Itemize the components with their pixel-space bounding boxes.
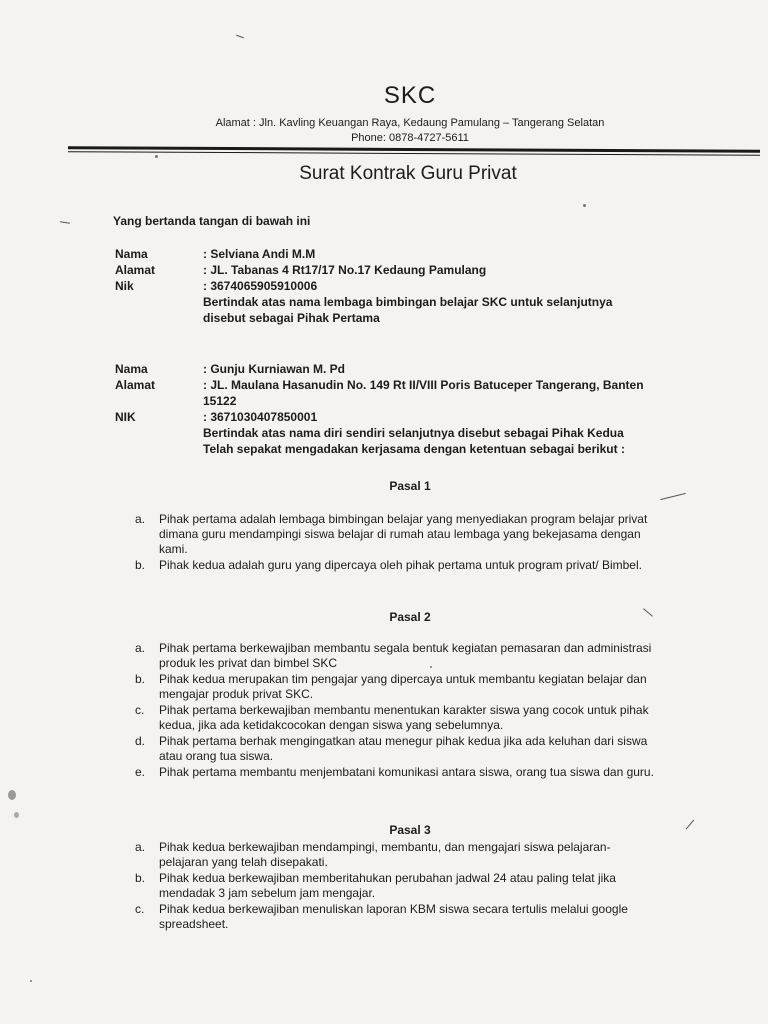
item-marker: d. [135,734,146,748]
item-line: Pihak pertama berkewajiban membantu menentukan karakter siswa yang cocok untuk pihak [159,703,649,717]
nama-label: Nama [115,362,148,376]
document-title: Surat Kontrak Guru Privat [299,163,517,184]
alamat-label: Alamat [115,263,156,277]
letterhead-contact [0,116,768,146]
item-text [159,840,701,870]
pasal-2-heading: Pasal 2 [389,610,431,624]
list-item [135,672,701,702]
role-text: Bertindak atas nama lembaga bimbingan belajar SKC untuk selanjutnya [203,295,613,309]
pasal-3-heading: Pasal 3 [389,823,431,837]
item-text [159,871,701,901]
nama-value: : Selviana Andi M.M [203,247,316,261]
item-line: Pihak kedua berkewajiban mendampingi, membantu, dan mengajari siswa pelajaran- [159,840,611,854]
list-item [135,840,701,870]
nama-value: : Gunju Kurniawan M. Pd [203,362,345,376]
pasal-1-heading: Pasal 1 [389,479,431,493]
item-line: mengajar produk privat SKC. [159,687,314,701]
alamat-value: : JL. Tabanas 4 Rt17/17 No.17 Kedaung Pamulang [203,263,487,277]
item-marker: c. [135,703,145,717]
nama-label: Nama [115,247,148,261]
item-marker: a. [135,840,146,854]
scan-mark [660,493,685,500]
list-item [135,765,701,780]
item-marker: a. [135,512,146,526]
pasal-3-list [135,840,701,933]
item-text [159,765,701,780]
intro-text: Yang bertanda tangan di bawah ini [113,214,311,228]
item-marker: b. [135,558,146,572]
item-line: Pihak kedua merupakan tim pengajar yang dipercaya untuk membantu kegiatan belajar dan [159,672,647,686]
item-line: Pihak kedua berkewajiban menuliskan laporan KBM siswa secara tertulis melalui google [159,902,628,916]
nik-label: Nik [115,279,134,293]
item-text [159,734,701,764]
item-text [159,512,701,557]
list-item [135,558,701,573]
item-text [159,703,701,733]
scan-speck [155,155,158,158]
item-marker: c. [135,902,145,916]
item-marker: b. [135,672,146,686]
role-text: Bertindak atas nama diri sendiri selanjutnya disebut sebagai Pihak Kedua [203,426,624,440]
scan-mark [60,221,70,223]
item-line: produk les privat dan bimbel SKC [159,656,338,670]
item-line: Pihak kedua berkewajiban memberitahukan perubahan jadwal 24 atau paling telat jika [159,871,616,885]
nik-label: NIK [115,410,136,424]
list-item [135,641,701,671]
list-item [135,871,701,901]
alamat-value: : JL. Maulana Hasanudin No. 149 Rt II/VIII Poris Batuceper Tangerang, Banten [203,378,644,392]
alamat-value-cont: 15122 [203,394,237,408]
scan-speck [30,980,32,982]
agreement-text: Telah sepakat mengadakan kerjasama dengan ketentuan sebagai berikut : [203,442,625,456]
scan-speck [8,790,16,800]
item-text [159,902,701,932]
item-line: kami. [159,542,188,556]
item-line: Pihak pertama berhak mengingatkan atau menegur pihak kedua jika ada keluhan dari siswa [159,734,648,748]
scan-speck [430,666,432,668]
pasal-2-list [135,641,701,781]
list-item [135,902,701,932]
nik-value: : 3671030407850001 [203,410,318,424]
item-line: Pihak pertama adalah lembaga bimbingan belajar yang menyediakan program belajar privat [159,512,648,526]
item-line: pelajaran yang telah disepakati. [159,855,328,869]
item-text [159,558,701,573]
item-line: kedua, jika ada ketidakcocokan dengan siswa yang sebelumnya. [159,718,504,732]
item-marker: a. [135,641,146,655]
item-line: mendadak 3 jam sebelum jam mengajar. [159,886,376,900]
item-marker: b. [135,871,146,885]
item-line: spreadsheet. [159,917,229,931]
alamat-label: Alamat [115,378,156,392]
letterhead-address: Alamat : Jln. Kavling Keuangan Raya, Kedaung Pamulang – Tangerang Selatan [215,117,605,129]
nik-value: : 3674065905910006 [203,279,318,293]
item-line: atau orang tua siswa. [159,749,274,763]
party-one [115,246,705,326]
item-text [159,672,701,702]
party-two [115,361,705,457]
list-item [135,734,701,764]
item-line: Pihak pertama berkewajiban membantu segala bentuk kegiatan pemasaran dan administrasi [159,641,652,655]
letterhead-org: SKC [383,82,437,109]
scan-speck [583,204,586,207]
item-line: Pihak pertama membantu menjembatani komunikasi antara siswa, orang tua siswa dan guru. [159,765,654,779]
scan-mark [236,35,244,39]
pasal-1-list [135,512,701,574]
scan-speck [14,812,19,818]
role-text: disebut sebagai Pihak Pertama [203,311,380,325]
letterhead-phone: Phone: 0878-4727-5611 [351,132,469,144]
list-item [135,512,701,557]
item-line: dimana guru mendampingi siswa belajar di rumah atau lembaga yang bekejasama dengan [159,527,641,541]
item-line: Pihak kedua adalah guru yang dipercaya oleh pihak pertama untuk program privat/ Bimbel. [159,558,642,572]
list-item [135,703,701,733]
item-marker: e. [135,765,146,779]
